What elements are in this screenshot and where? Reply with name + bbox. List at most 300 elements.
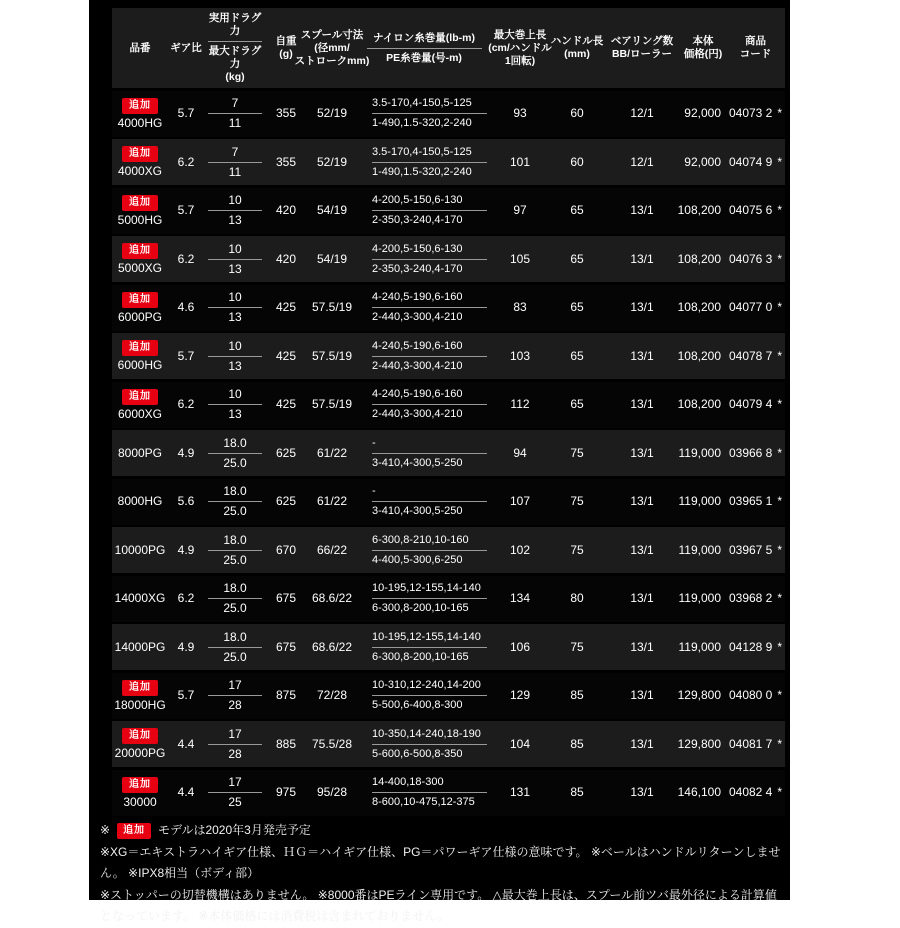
practical-drag-value: 17 — [228, 678, 242, 692]
line-capacity-cell — [358, 673, 490, 719]
bearing-cell — [604, 721, 680, 767]
table-row — [112, 721, 785, 767]
gear-ratio-value: 5.7 — [177, 106, 195, 120]
product-code-value: 04079 4 — [728, 397, 773, 411]
nylon-capacity-value: 10-310,12-240,14-200 — [372, 679, 481, 691]
gear-ratio-cell — [168, 527, 204, 573]
pe-capacity-value: 8-600,10-475,12-375 — [372, 796, 475, 808]
added-badge: 追加 — [122, 98, 158, 114]
price-value: 119,000 — [678, 542, 721, 557]
nylon-capacity-value: 10-195,12-155,14-140 — [372, 630, 481, 643]
model-label: 6000PG — [117, 309, 163, 324]
weight-value: 675 — [275, 639, 297, 654]
header-price-unit: 価格(円) — [683, 48, 723, 60]
bearing-cell — [604, 430, 680, 476]
weight-value: 425 — [275, 348, 297, 363]
pe-capacity-value: 5-500,6-400,8-300 — [372, 699, 463, 711]
weight-value: 875 — [275, 688, 297, 702]
product-code-value: 04075 6 — [728, 203, 773, 217]
drag-cell — [204, 285, 266, 331]
gear-ratio-cell — [168, 673, 204, 719]
gear-ratio-cell — [168, 721, 204, 767]
line-capacity-cell — [358, 527, 490, 573]
model-cell — [112, 479, 168, 525]
spool-cell — [306, 188, 358, 234]
handle-length-cell — [550, 673, 604, 719]
gear-ratio-cell — [168, 91, 204, 137]
spool-cell — [306, 382, 358, 428]
practical-drag-value: 18.0 — [223, 532, 247, 547]
header-code-sub: コード — [739, 48, 772, 60]
code-mark: * — [777, 397, 783, 411]
weight-value: 975 — [275, 785, 297, 799]
spool-value: 72/28 — [316, 688, 348, 702]
gear-ratio-cell — [168, 188, 204, 234]
model-label: 4000HG — [117, 115, 163, 130]
max-drag-value: 11 — [228, 116, 242, 130]
gear-ratio-cell — [168, 285, 204, 331]
handle-length-value: 65 — [570, 203, 584, 217]
bearing-value: 12/1 — [630, 154, 654, 169]
max-drag-value: 28 — [228, 698, 242, 712]
price-value: 108,200 — [677, 300, 721, 314]
drag-fraction-line — [208, 744, 262, 745]
price-cell — [677, 236, 726, 282]
max-drag-value: 25.0 — [223, 649, 247, 664]
table-row — [112, 430, 785, 476]
pe-capacity-value: 5-600,6-500,8-350 — [372, 747, 463, 760]
weight-cell — [266, 721, 306, 767]
header-winding — [490, 8, 550, 88]
model-label: 6000HG — [117, 358, 163, 372]
handle-length-cell — [550, 382, 604, 428]
drag-cell — [204, 624, 266, 670]
model-cell — [112, 188, 168, 234]
product-code-cell — [726, 624, 785, 670]
max-drag-value: 25.0 — [223, 552, 247, 567]
handle-length-cell — [550, 188, 604, 234]
added-badge: 追加 — [122, 195, 158, 211]
weight-cell — [266, 479, 306, 525]
max-drag-value: 25.0 — [223, 601, 247, 615]
line-capacity-cell — [358, 770, 490, 816]
winding-length-value: 107 — [509, 494, 531, 508]
gear-ratio-cell — [168, 382, 204, 428]
winding-length-cell — [490, 188, 550, 234]
model-label: 20000PG — [114, 746, 166, 760]
handle-length-value: 75 — [570, 494, 584, 508]
nylon-capacity-value: 3.5-170,4-150,5-125 — [372, 97, 472, 109]
header-price — [680, 8, 726, 88]
handle-length-value: 80 — [570, 591, 584, 605]
product-code-cell — [726, 188, 785, 234]
header-nylon-label: ナイロン糸巻量(lb-m) — [373, 31, 475, 44]
line-capacity-divider — [372, 404, 487, 405]
spool-value: 57.5/19 — [311, 397, 353, 411]
header-bearing-label: ベアリング数 — [610, 35, 674, 47]
added-badge: 追加 — [122, 389, 158, 405]
handle-length-cell — [550, 236, 604, 282]
winding-length-cell — [490, 527, 550, 573]
line-capacity-divider — [372, 307, 487, 308]
weight-cell — [266, 430, 306, 476]
header-handle-unit: (mm) — [564, 48, 590, 60]
drag-cell — [204, 673, 266, 719]
table-row — [112, 285, 785, 331]
price-cell — [680, 139, 726, 185]
max-drag-value: 13 — [228, 407, 242, 421]
model-cell — [112, 430, 168, 476]
spool-value: 61/22 — [316, 445, 348, 460]
gear-ratio-value: 5.6 — [177, 494, 195, 508]
pe-capacity-value: 2-350,3-240,4-170 — [372, 214, 463, 226]
line-capacity-divider — [372, 259, 487, 260]
pe-capacity-value: 3-410,4-300,5-250 — [372, 505, 463, 517]
gear-ratio-value: 4.6 — [177, 300, 195, 314]
bearing-value: 13/1 — [630, 397, 654, 411]
practical-drag-value: 7 — [231, 96, 239, 110]
winding-length-cell — [490, 721, 550, 767]
handle-length-cell — [550, 430, 604, 476]
code-mark: * — [777, 154, 783, 169]
bearing-value: 13/1 — [630, 494, 654, 508]
table-body — [112, 91, 785, 816]
header-line-capacity — [358, 8, 490, 88]
weight-cell — [266, 236, 306, 282]
note-asterisk: ※ — [100, 823, 111, 837]
table-row — [112, 382, 785, 428]
handle-length-cell — [550, 624, 604, 670]
drag-fraction-line — [208, 550, 262, 551]
practical-drag-value: 17 — [228, 726, 242, 741]
max-drag-value: 25.0 — [223, 455, 247, 470]
drag-fraction-line — [208, 598, 262, 599]
weight-cell — [266, 333, 306, 379]
nylon-capacity-value: 4-200,5-150,6-130 — [372, 194, 463, 206]
price-value: 129,800 — [677, 736, 721, 751]
weight-cell — [266, 285, 306, 331]
practical-drag-value: 10 — [228, 338, 242, 353]
line-capacity-cell — [358, 430, 490, 476]
header-spool-unit2: ストロークmm) — [294, 54, 370, 67]
model-label: 30000 — [123, 794, 157, 809]
gear-ratio-value: 5.7 — [177, 203, 195, 217]
line-capacity-cell — [358, 624, 490, 670]
bearing-cell — [604, 770, 680, 816]
note-line-2: ※XG＝エキストラハイギア仕様、ＨＧ＝ハイギア仕様、PG＝パワーギア仕様の意味です。 ※ベールはハンドルリターンしません。 ※IPX8相当（ボディ部） — [100, 844, 781, 880]
gear-ratio-value: 4.9 — [177, 542, 195, 557]
price-value: 129,800 — [677, 688, 721, 702]
drag-fraction-line — [208, 501, 262, 502]
winding-length-value: 93 — [513, 106, 527, 120]
weight-cell — [266, 576, 306, 622]
spool-value: 57.5/19 — [311, 348, 353, 363]
spool-cell — [306, 139, 358, 185]
gear-ratio-cell — [168, 430, 204, 476]
winding-length-cell — [490, 430, 550, 476]
pe-capacity-value: 6-300,8-200,10-165 — [372, 650, 469, 663]
weight-value: 355 — [275, 154, 297, 169]
bearing-cell — [604, 333, 680, 379]
winding-length-value: 104 — [509, 736, 531, 751]
handle-length-value: 75 — [570, 542, 584, 557]
weight-cell — [266, 624, 306, 670]
product-code-value: 03967 5 — [728, 542, 773, 557]
model-label: 6000XG — [117, 406, 163, 421]
code-mark: * — [777, 785, 783, 799]
header-max-drag2: 力 — [229, 58, 241, 70]
winding-length-value: 102 — [509, 542, 531, 557]
spool-value: 57.5/19 — [311, 300, 353, 314]
spool-cell — [306, 770, 358, 816]
drag-cell — [204, 188, 266, 234]
code-mark: * — [777, 688, 783, 702]
price-cell — [677, 333, 726, 379]
bearing-cell — [604, 527, 680, 573]
model-cell — [112, 721, 168, 767]
table-header — [112, 8, 785, 88]
practical-drag-value: 10 — [228, 290, 242, 304]
line-capacity-cell — [358, 479, 490, 525]
table-row — [112, 527, 785, 573]
code-mark: * — [777, 494, 783, 508]
line-capacity-divider — [372, 550, 487, 551]
product-code-cell — [726, 382, 785, 428]
note-line-3: ※ストッパーの切替機構はありません。 ※8000番はPEライン専用です。 △最大巻上長は、スプール前ツバ最外径による計算値となっています。 ※本体価格には消費税は含まれておりません。 — [100, 887, 777, 923]
spool-value: 68.6/22 — [311, 639, 353, 654]
winding-length-cell — [490, 673, 550, 719]
practical-drag-value: 18.0 — [223, 435, 247, 450]
weight-value: 670 — [275, 542, 297, 557]
weight-value: 420 — [275, 251, 297, 266]
practical-drag-value: 18.0 — [223, 581, 247, 595]
price-value: 108,200 — [677, 251, 721, 266]
header-max-drag: 最大ドラグ — [208, 45, 262, 57]
winding-length-value: 97 — [513, 203, 527, 217]
code-mark: * — [777, 542, 783, 557]
product-code-value: 03968 2 — [728, 591, 773, 605]
winding-length-value: 134 — [509, 591, 531, 605]
price-cell — [677, 721, 726, 767]
price-cell — [680, 430, 726, 476]
bearing-value: 13/1 — [630, 300, 654, 314]
gear-ratio-cell — [168, 576, 204, 622]
code-mark: * — [777, 106, 783, 120]
code-mark: * — [777, 639, 783, 654]
header-handle-label: ハンドル長 — [550, 35, 604, 47]
weight-cell — [266, 139, 306, 185]
table-row — [112, 236, 785, 282]
price-value: 146,100 — [677, 785, 721, 799]
header-spool — [294, 8, 370, 88]
weight-cell — [266, 91, 306, 137]
nylon-capacity-value: 10-350,14-240,18-190 — [372, 727, 481, 740]
line-capacity-divider — [372, 647, 487, 648]
gear-ratio-value: 6.2 — [177, 591, 195, 605]
winding-length-value: 101 — [509, 154, 531, 169]
spool-cell — [306, 333, 358, 379]
bearing-cell — [604, 139, 680, 185]
winding-length-cell — [490, 479, 550, 525]
product-code-value: 03966 8 — [728, 445, 773, 460]
bearing-cell — [604, 673, 680, 719]
table-row — [112, 479, 785, 525]
header-model — [112, 8, 168, 88]
weight-value: 420 — [275, 203, 297, 217]
product-code-cell — [726, 527, 785, 573]
weight-value: 425 — [275, 300, 297, 314]
handle-length-cell — [550, 721, 604, 767]
drag-cell — [204, 91, 266, 137]
product-code-value: 04074 9 — [728, 154, 773, 169]
gear-ratio-value: 6.2 — [177, 397, 195, 411]
header-code — [726, 8, 785, 88]
header-practical-drag2: 力 — [229, 25, 241, 37]
spool-cell — [306, 430, 358, 476]
max-drag-value: 11 — [228, 164, 242, 179]
price-value: 108,200 — [677, 348, 721, 363]
spool-cell — [306, 285, 358, 331]
model-cell — [112, 673, 168, 719]
handle-length-value: 60 — [570, 106, 584, 120]
handle-length-cell — [550, 770, 604, 816]
weight-value: 885 — [275, 736, 297, 751]
winding-length-cell — [490, 236, 550, 282]
nylon-capacity-value: 10-195,12-155,14-140 — [372, 582, 481, 594]
header-drag — [204, 8, 266, 88]
price-value: 119,000 — [678, 591, 721, 605]
bearing-value: 13/1 — [630, 251, 654, 266]
nylon-capacity-value: 14-400,18-300 — [372, 776, 444, 788]
nylon-capacity-value: 4-240,5-190,6-160 — [372, 291, 463, 303]
model-cell — [112, 333, 168, 379]
header-weight — [266, 8, 306, 88]
header-spool-unit1: (径mm/ — [314, 41, 350, 54]
model-label: 14000PG — [114, 639, 166, 654]
gear-ratio-cell — [168, 139, 204, 185]
bearing-value: 13/1 — [630, 445, 654, 460]
spool-value: 61/22 — [316, 494, 348, 508]
handle-length-value: 75 — [570, 445, 584, 460]
bearing-cell — [604, 382, 680, 428]
winding-length-value: 129 — [509, 688, 531, 702]
weight-value: 355 — [275, 106, 297, 120]
handle-length-value: 65 — [570, 251, 584, 266]
added-badge: 追加 — [122, 340, 158, 356]
spec-panel — [89, 0, 790, 923]
practical-drag-value: 10 — [228, 241, 242, 256]
table-row — [112, 624, 785, 670]
model-cell — [112, 285, 168, 331]
line-capacity-cell — [358, 91, 490, 137]
price-cell — [680, 91, 726, 137]
spool-value: 68.6/22 — [311, 591, 353, 605]
drag-fraction-line — [208, 792, 262, 793]
line-capacity-divider — [372, 113, 487, 114]
spool-cell — [306, 91, 358, 137]
model-cell — [112, 91, 168, 137]
header-bearing — [604, 8, 680, 88]
max-drag-value: 13 — [228, 213, 242, 227]
price-value: 119,000 — [678, 639, 721, 654]
bearing-cell — [604, 479, 680, 525]
bearing-value: 12/1 — [630, 106, 654, 120]
nylon-capacity-value: 4-240,5-190,6-160 — [372, 388, 463, 400]
price-value: 92,000 — [684, 106, 721, 120]
product-code-cell — [726, 91, 785, 137]
header-weight-unit: (g) — [279, 48, 293, 60]
practical-drag-value: 10 — [228, 193, 242, 207]
drag-cell — [204, 576, 266, 622]
spool-value: 95/28 — [316, 785, 348, 799]
nylon-capacity-value: - — [372, 485, 376, 497]
winding-length-cell — [490, 576, 550, 622]
handle-length-cell — [550, 527, 604, 573]
price-cell — [680, 527, 726, 573]
footnotes — [100, 820, 788, 928]
product-code-value: 04073 2 — [728, 106, 773, 120]
product-code-value: 04082 4 — [728, 785, 773, 799]
code-mark: * — [777, 445, 783, 460]
table-row — [112, 673, 785, 719]
gear-ratio-cell — [168, 479, 204, 525]
gear-ratio-value: 4.9 — [177, 639, 195, 654]
added-badge: 追加 — [122, 777, 158, 793]
practical-drag-value: 7 — [231, 144, 239, 159]
handle-length-cell — [550, 139, 604, 185]
header-model-label: 品番 — [129, 41, 151, 54]
max-drag-value: 13 — [228, 358, 242, 373]
product-code-cell — [726, 479, 785, 525]
added-badge: 追加 — [122, 243, 158, 259]
pe-capacity-value: 2-350,3-240,4-170 — [372, 262, 463, 275]
spool-cell — [306, 236, 358, 282]
gear-ratio-cell — [168, 770, 204, 816]
bearing-value: 13/1 — [630, 785, 654, 799]
handle-length-value: 85 — [570, 736, 584, 751]
product-code-cell — [726, 285, 785, 331]
drag-cell — [204, 527, 266, 573]
line-capacity-cell — [358, 236, 490, 282]
line-capacity-cell — [358, 382, 490, 428]
price-value: 92,000 — [684, 154, 721, 169]
product-code-value: 04080 0 — [728, 688, 773, 702]
price-cell — [677, 770, 726, 816]
line-capacity-cell — [358, 188, 490, 234]
nylon-capacity-value: 6-300,8-210,10-160 — [372, 533, 469, 546]
nylon-capacity-value: 3.5-170,4-150,5-125 — [372, 145, 472, 158]
handle-length-cell — [550, 576, 604, 622]
model-label: 5000XG — [117, 261, 163, 275]
bearing-value: 13/1 — [630, 688, 654, 702]
header-code-label: 商品 — [745, 35, 766, 47]
bearing-cell — [604, 285, 680, 331]
handle-length-cell — [550, 479, 604, 525]
added-badge: 追加 — [122, 728, 158, 744]
header-bearing-sub: BB/ローラー — [611, 48, 673, 60]
header-winding-unit1: (cm/ハンドル — [488, 41, 552, 54]
model-cell — [112, 236, 168, 282]
product-code-value: 03965 1 — [728, 494, 773, 508]
bearing-cell — [604, 576, 680, 622]
spool-cell — [306, 527, 358, 573]
drag-cell — [204, 430, 266, 476]
model-label: 4000XG — [117, 164, 163, 178]
model-label: 5000HG — [117, 212, 163, 227]
code-mark: * — [777, 591, 783, 605]
product-code-cell — [726, 236, 785, 282]
line-capacity-cell — [358, 576, 490, 622]
